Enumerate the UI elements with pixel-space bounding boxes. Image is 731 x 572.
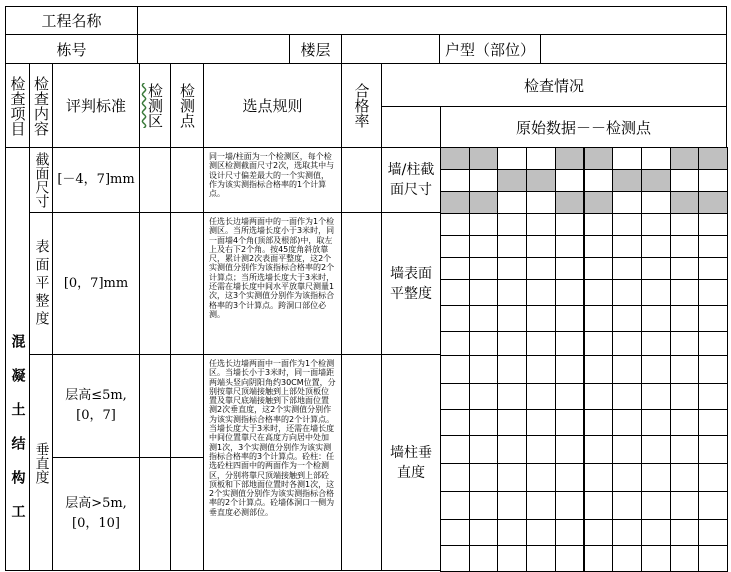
raw-data-cell[interactable] [584, 305, 614, 332]
col-raw-data: 原始数据－－检测点 [440, 106, 727, 148]
row1-pass-rate[interactable] [341, 147, 382, 213]
row3-point-low[interactable] [170, 354, 204, 458]
raw-data-cell[interactable] [612, 235, 642, 258]
row2-check-item [381, 212, 441, 355]
raw-data-cell[interactable] [670, 435, 700, 464]
raw-data-cell[interactable] [497, 213, 527, 236]
raw-data-cell[interactable] [670, 147, 700, 170]
row1-check-item-text: 墙/柱截面尺寸 [387, 162, 435, 198]
raw-data-cell[interactable] [555, 257, 585, 280]
raw-data-cell[interactable] [698, 383, 728, 410]
raw-data-cell[interactable] [526, 545, 556, 572]
raw-data-cell[interactable] [555, 169, 585, 192]
col-inspection-point-text: 检测点 [178, 83, 196, 128]
col-inspection-zone-text: 检测区 [146, 83, 164, 128]
raw-data-cell[interactable] [526, 279, 556, 306]
raw-data-cell[interactable] [698, 409, 728, 436]
floor-field[interactable] [341, 34, 440, 64]
raw-data-cell[interactable] [469, 409, 499, 436]
raw-data-cell[interactable] [469, 491, 499, 520]
col-inspection-item-text: 检查项目 [8, 75, 27, 136]
raw-data-cell[interactable] [497, 355, 527, 384]
raw-data-cell[interactable] [584, 463, 614, 492]
raw-data-cell[interactable] [612, 279, 642, 306]
raw-data-cell[interactable] [641, 491, 671, 520]
raw-data-cell[interactable] [497, 409, 527, 436]
raw-data-cell[interactable] [526, 355, 556, 384]
raw-data-cell[interactable] [612, 435, 642, 464]
raw-data-cell[interactable] [440, 331, 470, 356]
unit-type-field[interactable] [540, 34, 727, 64]
raw-data-cell[interactable] [612, 257, 642, 280]
raw-data-cell[interactable] [670, 409, 700, 436]
raw-data-cell[interactable] [526, 409, 556, 436]
raw-data-cell[interactable] [584, 491, 614, 520]
raw-data-cell[interactable] [641, 435, 671, 464]
raw-data-cell[interactable] [526, 191, 556, 214]
raw-data-cell[interactable] [584, 383, 614, 410]
raw-data-cell[interactable] [555, 383, 585, 410]
raw-data-cell[interactable] [612, 305, 642, 332]
row2-content-text: 表面平整度 [33, 238, 50, 329]
raw-data-cell[interactable] [670, 169, 700, 192]
col-inspection-item [5, 63, 30, 148]
raw-data-cell[interactable] [440, 279, 470, 306]
raw-data-cell[interactable] [584, 519, 614, 546]
raw-data-cell[interactable] [469, 169, 499, 192]
col-inspection-zone [139, 63, 171, 148]
raw-data-cell[interactable] [612, 463, 642, 492]
raw-data-cell[interactable] [641, 257, 671, 280]
raw-data-cell[interactable] [641, 463, 671, 492]
raw-data-cell[interactable] [440, 519, 470, 546]
raw-data-cell[interactable] [497, 279, 527, 306]
raw-data-cell[interactable] [497, 435, 527, 464]
raw-data-cell[interactable] [584, 235, 614, 258]
row3-rule: 任选长边墙两面中一面作为1个检测区。当墙长小于3米时，同一面墙距两端头竖向阴阳角约30CM位置，分别按靠尺顶端接触到上部处顶板位置及靠尺底端接触到下部地面位置测2次垂直度，这2个实测值分别作为该实测指标合格率的2个计算点。当墙长度大于3米时，还需在墙长度中间位置靠尺在高度方向居中处加测1次，3个实测值分别作为该实测指标合格率的3个计算点。砼柱：任选砼柱四面中的两面作为一个检测区，分别将靠尺顶端接触到上部砼顶板和下部地面位置时各测1次，这2个实测值分别作为该实测指标合格率的2个计算点。砼墙体洞口一侧为垂直度必测部位。 [203, 354, 342, 571]
raw-data-cell[interactable] [670, 191, 700, 214]
raw-data-cell[interactable] [555, 409, 585, 436]
raw-data-cell[interactable] [641, 213, 671, 236]
raw-data-cell[interactable] [670, 305, 700, 332]
floor-label: 楼层 [289, 34, 342, 64]
raw-data-cell[interactable] [526, 383, 556, 410]
raw-data-cell[interactable] [440, 355, 470, 384]
row2-point[interactable] [170, 212, 204, 355]
raw-data-cell[interactable] [612, 169, 642, 192]
raw-data-cell[interactable] [641, 147, 671, 170]
row2-pass-rate[interactable] [341, 212, 382, 355]
raw-data-cell[interactable] [526, 435, 556, 464]
raw-data-cell[interactable] [497, 257, 527, 280]
col-inspection-status: 检查情况 [381, 63, 727, 107]
raw-data-cell[interactable] [641, 279, 671, 306]
raw-data-cell[interactable] [698, 545, 728, 572]
raw-data-cell[interactable] [612, 355, 642, 384]
raw-data-cell[interactable] [469, 213, 499, 236]
raw-data-cell[interactable] [670, 235, 700, 258]
raw-data-cell[interactable] [497, 463, 527, 492]
raw-data-cell[interactable] [584, 331, 614, 356]
raw-data-cell[interactable] [469, 435, 499, 464]
col-inspection-content [29, 63, 53, 148]
section-item-name: 混凝土结构工 [9, 334, 26, 538]
raw-data-cell[interactable] [440, 305, 470, 332]
row3-zone-high[interactable] [139, 457, 171, 571]
raw-data-cell[interactable] [440, 147, 470, 170]
raw-data-cell[interactable] [612, 491, 642, 520]
row3-standard-low-text: 层高≤5m,[0，7] [65, 388, 127, 423]
raw-data-cell[interactable] [555, 235, 585, 258]
unit-type-label: 户型（部位） [439, 34, 541, 64]
raw-data-cell[interactable] [440, 383, 470, 410]
raw-data-cell[interactable] [469, 305, 499, 332]
row3-content [29, 354, 53, 571]
raw-data-cell[interactable] [698, 491, 728, 520]
raw-data-cell[interactable] [641, 305, 671, 332]
raw-data-cell[interactable] [670, 519, 700, 546]
raw-data-cell[interactable] [469, 257, 499, 280]
raw-data-cell[interactable] [440, 235, 470, 258]
col-point-selection-rule: 选点规则 [203, 63, 342, 148]
row2-zone[interactable] [139, 212, 171, 355]
raw-data-cell[interactable] [440, 435, 470, 464]
raw-data-cell[interactable] [469, 519, 499, 546]
building-no-field[interactable] [137, 34, 290, 64]
raw-data-cell[interactable] [612, 213, 642, 236]
raw-data-cell[interactable] [641, 235, 671, 258]
raw-data-cell[interactable] [555, 355, 585, 384]
raw-data-cell[interactable] [469, 355, 499, 384]
row3-standard-high [52, 457, 140, 571]
raw-data-cell[interactable] [555, 463, 585, 492]
raw-data-cell[interactable] [440, 409, 470, 436]
raw-data-cell[interactable] [526, 331, 556, 356]
raw-data-cell[interactable] [469, 235, 499, 258]
raw-data-cell[interactable] [440, 213, 470, 236]
raw-data-cell[interactable] [497, 169, 527, 192]
raw-data-cell[interactable] [641, 355, 671, 384]
raw-data-cell[interactable] [641, 409, 671, 436]
raw-data-cell[interactable] [641, 519, 671, 546]
raw-data-cell[interactable] [698, 191, 728, 214]
raw-data-cell[interactable] [469, 463, 499, 492]
row1-content [29, 147, 53, 213]
raw-data-cell[interactable] [670, 279, 700, 306]
raw-data-cell[interactable] [584, 355, 614, 384]
raw-data-cell[interactable] [612, 545, 642, 572]
raw-data-cell[interactable] [698, 235, 728, 258]
raw-data-cell[interactable] [497, 491, 527, 520]
raw-data-cell[interactable] [698, 519, 728, 546]
raw-data-cell[interactable] [641, 191, 671, 214]
raw-data-cell[interactable] [526, 491, 556, 520]
raw-data-cell[interactable] [469, 545, 499, 572]
row1-content-text: 截面尺寸 [33, 152, 50, 208]
raw-data-cell[interactable] [670, 383, 700, 410]
col-raw-data-spacer [381, 106, 441, 148]
col-evaluation-standard: 评判标准 [52, 63, 140, 148]
raw-data-cell[interactable] [555, 305, 585, 332]
raw-data-cell[interactable] [526, 213, 556, 236]
raw-data-cell[interactable] [497, 191, 527, 214]
section-item-cell [5, 147, 30, 571]
raw-data-cell[interactable] [469, 383, 499, 410]
raw-data-cell[interactable] [469, 331, 499, 356]
raw-data-cell[interactable] [641, 383, 671, 410]
row1-zone[interactable] [139, 147, 171, 213]
row1-rule: 同一墙/柱面为一个检测区，每个检测区检测截面尺寸2次，选取其中与设计尺寸偏差最大的一个实测值，作为该实测指标合格率的1个计算点。 [203, 147, 342, 213]
raw-data-cell[interactable] [584, 409, 614, 436]
raw-data-cell[interactable] [612, 409, 642, 436]
raw-data-grid [440, 147, 727, 571]
raw-data-cell[interactable] [612, 519, 642, 546]
raw-data-cell[interactable] [526, 305, 556, 332]
row3-standard-high-text: 层高>5m,[0，10] [65, 496, 127, 531]
raw-data-cell[interactable] [497, 305, 527, 332]
raw-data-cell[interactable] [584, 169, 614, 192]
raw-data-cell[interactable] [469, 191, 499, 214]
raw-data-cell[interactable] [469, 147, 499, 170]
raw-data-cell[interactable] [555, 331, 585, 356]
raw-data-cell[interactable] [584, 257, 614, 280]
row3-check-item-text: 墙柱垂直度 [390, 444, 432, 481]
raw-data-cell[interactable] [584, 147, 614, 170]
raw-data-cell[interactable] [555, 435, 585, 464]
raw-data-cell[interactable] [555, 213, 585, 236]
row2-check-item-text: 墙表面平整度 [390, 265, 432, 302]
raw-data-cell[interactable] [526, 463, 556, 492]
raw-data-cell[interactable] [698, 147, 728, 170]
raw-data-cell[interactable] [555, 519, 585, 546]
project-name-label: 工程名称 [5, 6, 138, 35]
raw-data-cell[interactable] [526, 235, 556, 258]
row1-point[interactable] [170, 147, 204, 213]
raw-data-cell[interactable] [641, 545, 671, 572]
raw-data-cell[interactable] [612, 331, 642, 356]
col-pass-rate-text: 合格率 [352, 83, 371, 128]
raw-data-cell[interactable] [698, 305, 728, 332]
raw-data-cell[interactable] [526, 519, 556, 546]
raw-data-cell[interactable] [612, 383, 642, 410]
raw-data-cell[interactable] [555, 191, 585, 214]
raw-data-cell[interactable] [698, 435, 728, 464]
row2-rule: 任选长边墙两面中的一面作为1个检测区。当所选墙长度小于3米时，同一面墙4个角(顶部及根部)中，取左上及右下2个角。按45度角斜放靠尺，累计测2次表面平整度，这2个实测值分别作为该指标合格率的2个计算点；当所选墙长度大于3米时，还需在墙长度中间水平放靠尺测量1次，这3个实测值分别作为该指标合格率的3个计算点。跨洞口部位必测。 [203, 212, 342, 355]
raw-data-cell[interactable] [440, 257, 470, 280]
col-inspection-point [170, 63, 204, 148]
raw-data-cell[interactable] [555, 147, 585, 170]
raw-data-cell[interactable] [670, 545, 700, 572]
row3-pass-rate[interactable] [341, 354, 382, 571]
raw-data-cell[interactable] [698, 463, 728, 492]
raw-data-cell[interactable] [670, 463, 700, 492]
raw-data-cell[interactable] [440, 463, 470, 492]
raw-data-cell[interactable] [497, 147, 527, 170]
col-pass-rate [341, 63, 382, 148]
row1-check-item [381, 147, 441, 213]
raw-data-cell[interactable] [440, 545, 470, 572]
raw-data-cell[interactable] [698, 169, 728, 192]
raw-data-cell[interactable] [526, 147, 556, 170]
row1-standard: [－4，7]mm [52, 147, 140, 213]
raw-data-cell[interactable] [555, 279, 585, 306]
raw-data-cell[interactable] [440, 491, 470, 520]
raw-data-cell[interactable] [555, 545, 585, 572]
row3-standard-low [52, 354, 140, 458]
row2-standard: [0，7]mm [52, 212, 140, 355]
raw-data-cell[interactable] [584, 435, 614, 464]
project-name-field[interactable] [137, 6, 727, 35]
raw-data-cell[interactable] [526, 169, 556, 192]
row3-content-text: 垂直度 [33, 441, 50, 484]
raw-data-cell[interactable] [584, 545, 614, 572]
raw-data-cell[interactable] [670, 491, 700, 520]
raw-data-cell[interactable] [497, 545, 527, 572]
raw-data-cell[interactable] [526, 257, 556, 280]
raw-data-cell[interactable] [670, 257, 700, 280]
row3-point-high[interactable] [170, 457, 204, 571]
raw-data-cell[interactable] [497, 235, 527, 258]
raw-data-cell[interactable] [698, 213, 728, 236]
raw-data-cell[interactable] [555, 491, 585, 520]
raw-data-cell[interactable] [440, 169, 470, 192]
raw-data-cell[interactable] [670, 213, 700, 236]
row3-check-item [381, 354, 441, 571]
raw-data-cell[interactable] [612, 191, 642, 214]
raw-data-cell[interactable] [698, 257, 728, 280]
raw-data-cell[interactable] [497, 383, 527, 410]
raw-data-cell[interactable] [469, 279, 499, 306]
row2-content [29, 212, 53, 355]
raw-data-cell[interactable] [612, 147, 642, 170]
building-no-label: 栋号 [5, 34, 138, 64]
raw-data-cell[interactable] [698, 355, 728, 384]
raw-data-cell[interactable] [584, 279, 614, 306]
raw-data-cell[interactable] [641, 331, 671, 356]
raw-data-cell[interactable] [497, 331, 527, 356]
raw-data-cell[interactable] [670, 355, 700, 384]
row3-zone-low[interactable] [139, 354, 171, 458]
raw-data-cell[interactable] [698, 279, 728, 306]
raw-data-cell[interactable] [641, 169, 671, 192]
raw-data-cell[interactable] [440, 191, 470, 214]
raw-data-cell[interactable] [670, 331, 700, 356]
col-inspection-content-text: 检查内容 [32, 75, 50, 136]
raw-data-cell[interactable] [584, 213, 614, 236]
raw-data-cell[interactable] [584, 191, 614, 214]
raw-data-cell[interactable] [497, 519, 527, 546]
raw-data-cell[interactable] [698, 331, 728, 356]
